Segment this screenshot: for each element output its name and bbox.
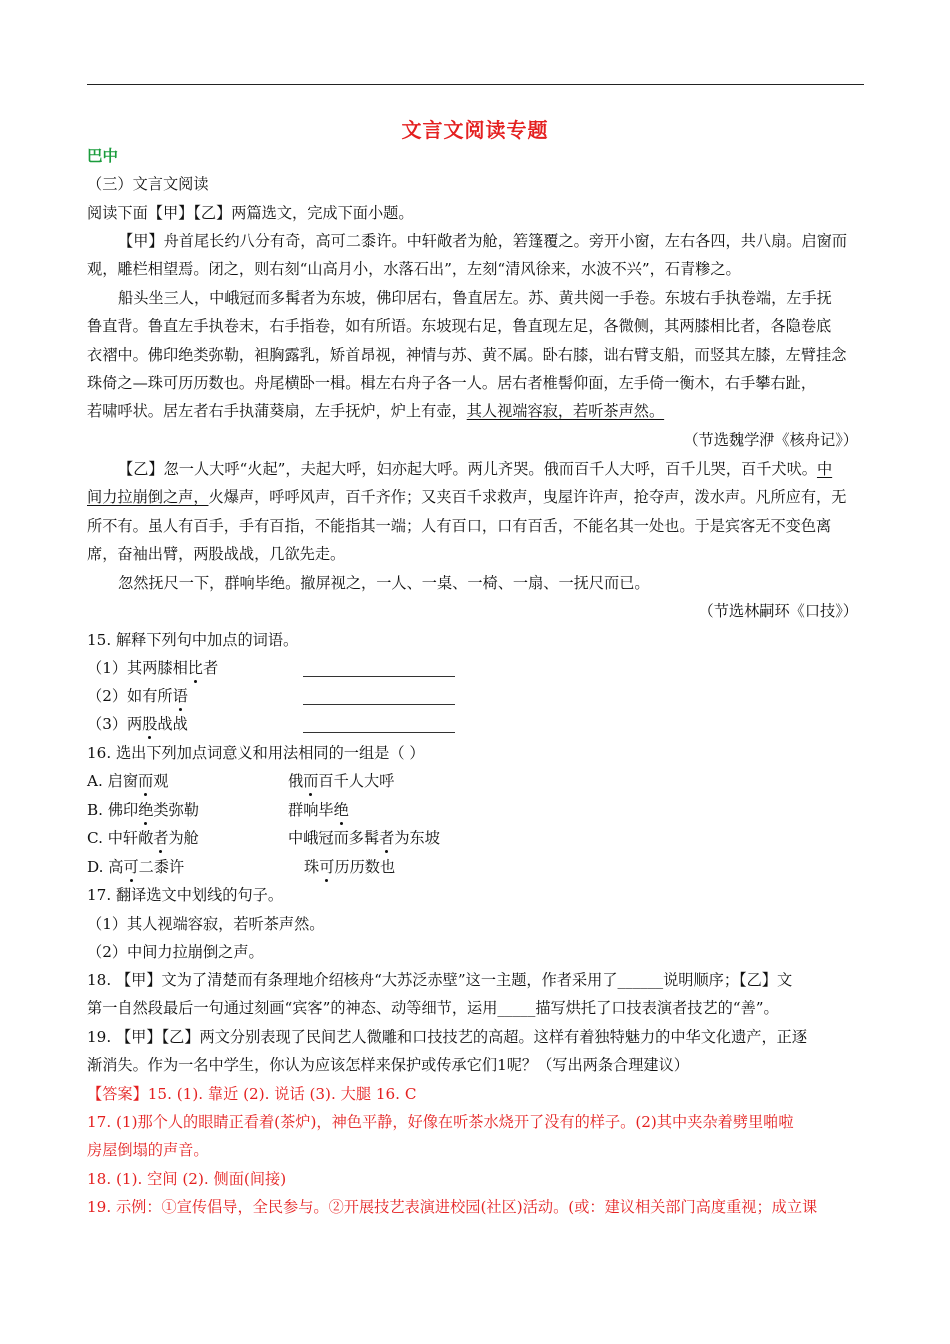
q19-line-1: 19. 【甲】【乙】两文分别表现了民间艺人微雕和口技技艺的高超。这样有着独特魅力的中华文化遗产，正逐	[87, 1028, 808, 1046]
q16-a-left-dotted: 而	[138, 772, 154, 790]
q16-c-left-dotted: 者	[153, 829, 169, 847]
jia-line-5: 衣褶中。佛印绝类弥勒，袒胸露乳，矫首昂视，神情与苏、黄不属。卧右膝，诎右臂支船，而竖其左膝，左臂挂念	[87, 346, 847, 364]
answer-line-1: 【答案】15. (1). 靠近 (2). 说话 (3). 大腿 16. C	[87, 1085, 417, 1103]
q15-answer-blank-2[interactable]	[303, 704, 455, 705]
q16-a-right-pre: 俄	[288, 772, 304, 790]
q16-option-a-right	[288, 771, 394, 791]
jia-line-6: 珠倚之—珠可历历数也。舟尾横卧一楫。楫左右舟子各一人。居右者椎髻仰面，左手倚一衡木，右手攀右趾，	[87, 374, 816, 392]
jia-underlined-sentence: 其人视端容寂，若听茶声然。	[466, 402, 665, 420]
q16-option-d[interactable]	[87, 857, 184, 877]
q16-option-b-right	[288, 800, 349, 820]
q15-item-1-post: 者	[202, 659, 219, 677]
q16-a-left-post: 观	[153, 772, 169, 790]
q15-item-3-pre: （3）两	[87, 715, 143, 733]
answer-line-3: 房屋倒塌的声音。	[87, 1141, 209, 1159]
q17-item-1: （1）其人视端容寂，若听茶声然。	[87, 915, 325, 933]
yi-underlined-start: 中	[816, 460, 833, 478]
q16-b-right-dotted: 绝	[333, 801, 349, 819]
q16-b-left-dotted: 绝	[138, 801, 154, 819]
jia-line-2: 观，雕栏相望焉。闭之，则右刻“山高月小，水落石出”，左刻“清风徐来，水波不兴”，石青糁之。	[87, 260, 741, 278]
q16-c-right-pre: 中峨冠而多髯	[288, 829, 380, 847]
yi-line-2	[87, 487, 846, 507]
q15-answer-blank-3[interactable]	[303, 732, 455, 733]
jia-line-3: 船头坐三人，中峨冠而多髯者为东坡，佛印居右，鲁直居左。苏、黄共阅一手卷。东坡右手执卷端，左手抚	[118, 289, 832, 307]
region-label: 巴中	[87, 147, 119, 165]
q15-item-2	[87, 686, 188, 706]
yi-underlined-sentence: 间力拉崩倒之声，	[87, 488, 209, 506]
q16-d-left-post: 二黍许	[138, 858, 185, 876]
q16-d-right-pre: 珠	[304, 858, 320, 876]
q16-option-d-right	[304, 857, 395, 877]
header-rule	[87, 84, 864, 85]
answer-line-5: 19. 示例：①宣传倡导，全民参与。②开展技艺表演进校园(社区)活动。(或：建议相关部门高度重视；成立课	[87, 1198, 818, 1216]
yi-line-1	[118, 459, 832, 479]
jia-source: （节选魏学洢《核舟记》）	[683, 431, 858, 449]
q15-item-1	[87, 658, 218, 678]
yi-line-5: 忽然抚尺一下，群响毕绝。撤屏视之，一人、一桌、一椅、一扇、一抚尺而已。	[118, 574, 650, 592]
q16-b-right-pre: 群响毕	[288, 801, 334, 819]
section-heading: （三）文言文阅读	[87, 175, 209, 193]
yi-line-1-text: 【乙】忽一人大呼“火起”，夫起大呼，妇亦起大呼。两儿齐哭。俄而百千人大呼，百千儿哭，百千犬吠。	[118, 460, 817, 478]
yi-line-3: 所不有。虽人有百手，手有百指，不能指其一端；人有百口，口有百舌，不能名其一处也。于是宾客无不变色离	[87, 517, 832, 535]
q16-option-c[interactable]	[87, 828, 199, 848]
q17-item-2: （2）中间力拉崩倒之声。	[87, 943, 264, 961]
q16-option-d-label: D.	[87, 858, 109, 876]
q16-stem: 16. 选出下列加点词意义和用法相同的一组是（ ）	[87, 744, 425, 762]
yi-line-2-text: 火爆声，呼呼风声，百千齐作；又夹百千求救声，曳屋许许声，抢夺声，泼水声。凡所应有，无	[208, 488, 847, 506]
q16-option-a-label: A.	[87, 772, 108, 790]
q16-b-left-pre: 佛印	[107, 801, 139, 819]
q16-d-right-dotted: 可	[319, 858, 335, 876]
q16-a-right-post: 百千人大呼	[318, 772, 395, 790]
yi-source: （节选林嗣环《口技》）	[698, 602, 858, 620]
yi-line-4: 席，奋袖出臂，两股战战，几欲先走。	[87, 545, 346, 563]
q16-d-left-pre: 高	[108, 858, 124, 876]
q15-answer-blank-1[interactable]	[303, 676, 455, 677]
q16-c-right-dotted: 者	[379, 829, 395, 847]
q15-item-1-pre: （1）其两膝相	[87, 659, 188, 677]
answer-line-4: 18. (1). 空间 (2). 侧面(间接)	[87, 1170, 287, 1188]
q19-line-2: 渐消失。作为一名中学生，你认为应该怎样来保护或传承它们1呢？（写出两条合理建议）	[87, 1056, 689, 1074]
q16-c-right-post: 为东坡	[394, 829, 440, 847]
q16-a-right-dotted: 而	[303, 772, 319, 790]
q16-d-left-dotted: 可	[123, 858, 139, 876]
q15-item-2-dotted: 语	[172, 687, 188, 705]
jia-line-7-text: 若啸呼状。居左者右手执蒲葵扇，左手抚炉，炉上有壶，	[87, 402, 467, 420]
q15-item-1-dotted: 比	[187, 659, 203, 677]
q18-line-2: 第一自然段最后一句通过刻画“宾客”的神态、动等细节，运用_____描写烘托了口技表演者技艺的“善”。	[87, 999, 779, 1017]
q16-option-b-label: B.	[87, 801, 108, 819]
q16-c-left-pre: 中轩敞	[107, 829, 154, 847]
q15-item-3	[87, 714, 188, 734]
q16-c-left-post: 为舱	[168, 829, 199, 847]
q18-line-1: 18. 【甲】文为了清楚而有条理地介绍核舟“大苏泛赤壁”这一主题，作者采用了______说明顺序；【乙】文	[87, 971, 793, 989]
document-title: 文言文阅读专题	[401, 118, 549, 142]
q15-item-2-pre: （2）如有所	[87, 687, 173, 705]
q16-d-right-post: 历历数也	[334, 858, 396, 876]
q15-item-3-dotted: 股	[142, 715, 158, 733]
answer-line-2: 17. (1)那个人的眼睛正看着(茶炉)，神色平静，好像在听茶水烧开了没有的样子。(2)其中夹杂着劈里啪啦	[87, 1113, 794, 1131]
q16-option-b[interactable]	[87, 800, 199, 820]
instruction: 阅读下面【甲】【乙】两篇选文，完成下面小题。	[87, 204, 414, 222]
q16-option-c-label: C.	[87, 829, 108, 847]
jia-line-1: 【甲】舟首尾长约八分有奇，高可二黍许。中轩敞者为舱，箬篷覆之。旁开小窗，左右各四，共八扇。启窗而	[118, 232, 847, 250]
q17-stem: 17. 翻译选文中划线的句子。	[87, 886, 284, 904]
jia-line-7	[87, 401, 664, 421]
jia-line-4: 鲁直背。鲁直左手执卷末，右手指卷，如有所语。东坡现右足，鲁直现左足，各微侧，其两膝相比者，各隐卷底	[87, 317, 832, 335]
q15-stem: 15. 解释下列句中加点的词语。	[87, 631, 299, 649]
q16-b-left-post: 类弥勒	[153, 801, 199, 819]
q16-option-a[interactable]	[87, 771, 168, 791]
q15-item-3-post: 战战	[157, 715, 188, 733]
q16-a-left-pre: 启窗	[107, 772, 138, 790]
q16-option-c-right	[288, 828, 440, 848]
